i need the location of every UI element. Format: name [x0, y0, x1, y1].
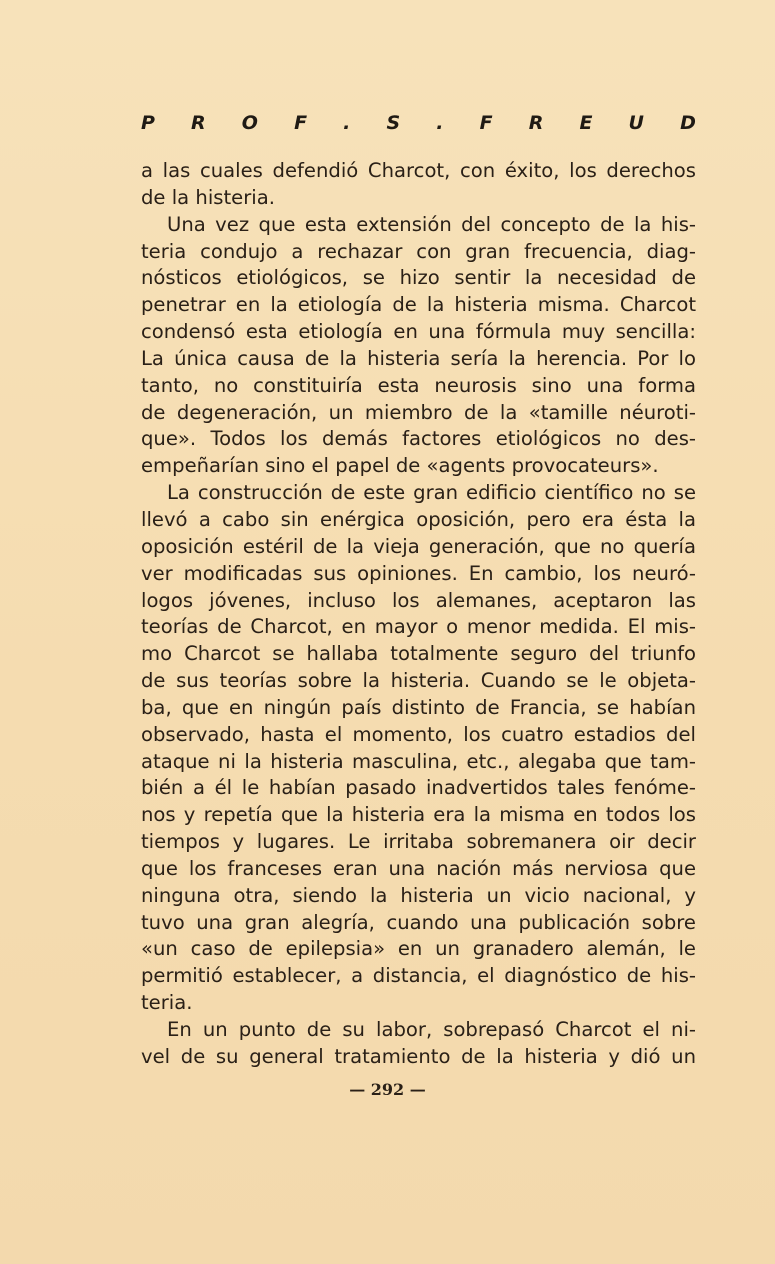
text-line: condensó esta etiología en una fórmula muy sencilla: [141, 320, 696, 344]
header-letter: R [528, 112, 544, 134]
text-line: teria. [141, 991, 193, 1015]
header-letter: U [628, 112, 644, 134]
text-line: nósticos etiológicos, se hizo sentir la necesidad de [141, 266, 696, 290]
text-line: La única causa de la histeria sería la herencia. Por lo [141, 346, 696, 370]
header-letter: F [294, 112, 308, 134]
header-letter: E [579, 112, 593, 134]
text-line: llevó a cabo sin enérgica oposición, pero era ésta la [141, 507, 696, 531]
text-line: teria condujo a rechazar con gran frecuencia, diag- [141, 239, 696, 263]
text-line: vel de su general tratamiento de la histeria y dió un [141, 1044, 696, 1068]
text-line: ataque ni la histeria masculina, etc., alegaba que tam- [141, 749, 696, 773]
text-line: empeñarían sino el papel de «agents provocateurs». [141, 454, 659, 478]
text-line: a las cuales defendió Charcot, con éxito, los derechos [141, 159, 696, 182]
text-line: nos y repetía que la histeria era la misma en todos los [141, 803, 696, 827]
text-line: teorías de Charcot, en mayor o menor medida. El mis- [141, 615, 696, 639]
text-line: La construcción de este gran edificio científico no se [167, 481, 696, 505]
text-line: penetrar en la etiología de la histeria misma. Charcot [141, 293, 696, 317]
text-line: observado, hasta el momento, los cuatro estadios del [141, 722, 696, 746]
header-letter: R [191, 112, 206, 134]
text-line: de degeneración, un miembro de la «tamille néuroti- [141, 400, 696, 424]
text-line: «un caso de epilepsia» en un granadero alemán, le [141, 937, 696, 961]
text-line: logos jóvenes, incluso los alemanes, aceptaron las [141, 588, 696, 612]
header-letter: F [479, 112, 493, 134]
header-letter: D [680, 112, 696, 134]
text-line: tanto, no constituiría esta neurosis sino una forma [141, 373, 696, 397]
text-line: ninguna otra, siendo la histeria un vicio nacional, y [141, 883, 696, 907]
text-line: oposición estéril de la vieja generación, que no quería [141, 534, 696, 558]
header-letter: . [436, 112, 444, 134]
text-line: ver modificadas sus opiniones. En cambio, los neuró- [141, 561, 696, 585]
page-number: — 292 — [349, 1080, 426, 1099]
text-line: de sus teorías sobre la histeria. Cuando se le objeta- [141, 669, 696, 693]
text-line: En un punto de su labor, sobrepasó Charcot el ni- [167, 1018, 696, 1041]
text-line: bién a él le habían pasado inadvertidos tales fenóme- [141, 776, 696, 800]
text-line: ba, que en ningún país distinto de Francia, se habían [141, 695, 696, 719]
running-head [141, 112, 696, 134]
header-letter: O [241, 112, 258, 134]
text-line: tiempos y lugares. Le irritaba sobremanera oir decir [141, 830, 696, 854]
text-line: Una vez que esta extensión del concepto de la his- [167, 212, 696, 236]
text-line: mo Charcot se hallaba totalmente seguro del triunfo [141, 642, 696, 666]
header-letter: P [141, 112, 155, 134]
text-line: tuvo una gran alegría, cuando una publicación sobre [141, 910, 696, 934]
header-letter: S [386, 112, 401, 134]
text-line: de la histeria. [141, 185, 275, 209]
body-text [141, 158, 696, 1071]
text-line: que». Todos los demás factores etiológicos no des- [141, 427, 696, 451]
text-line: permitió establecer, a distancia, el diagnóstico de his- [141, 964, 696, 988]
text-line: que los franceses eran una nación más nerviosa que [141, 856, 696, 880]
header-letter: . [343, 112, 351, 134]
